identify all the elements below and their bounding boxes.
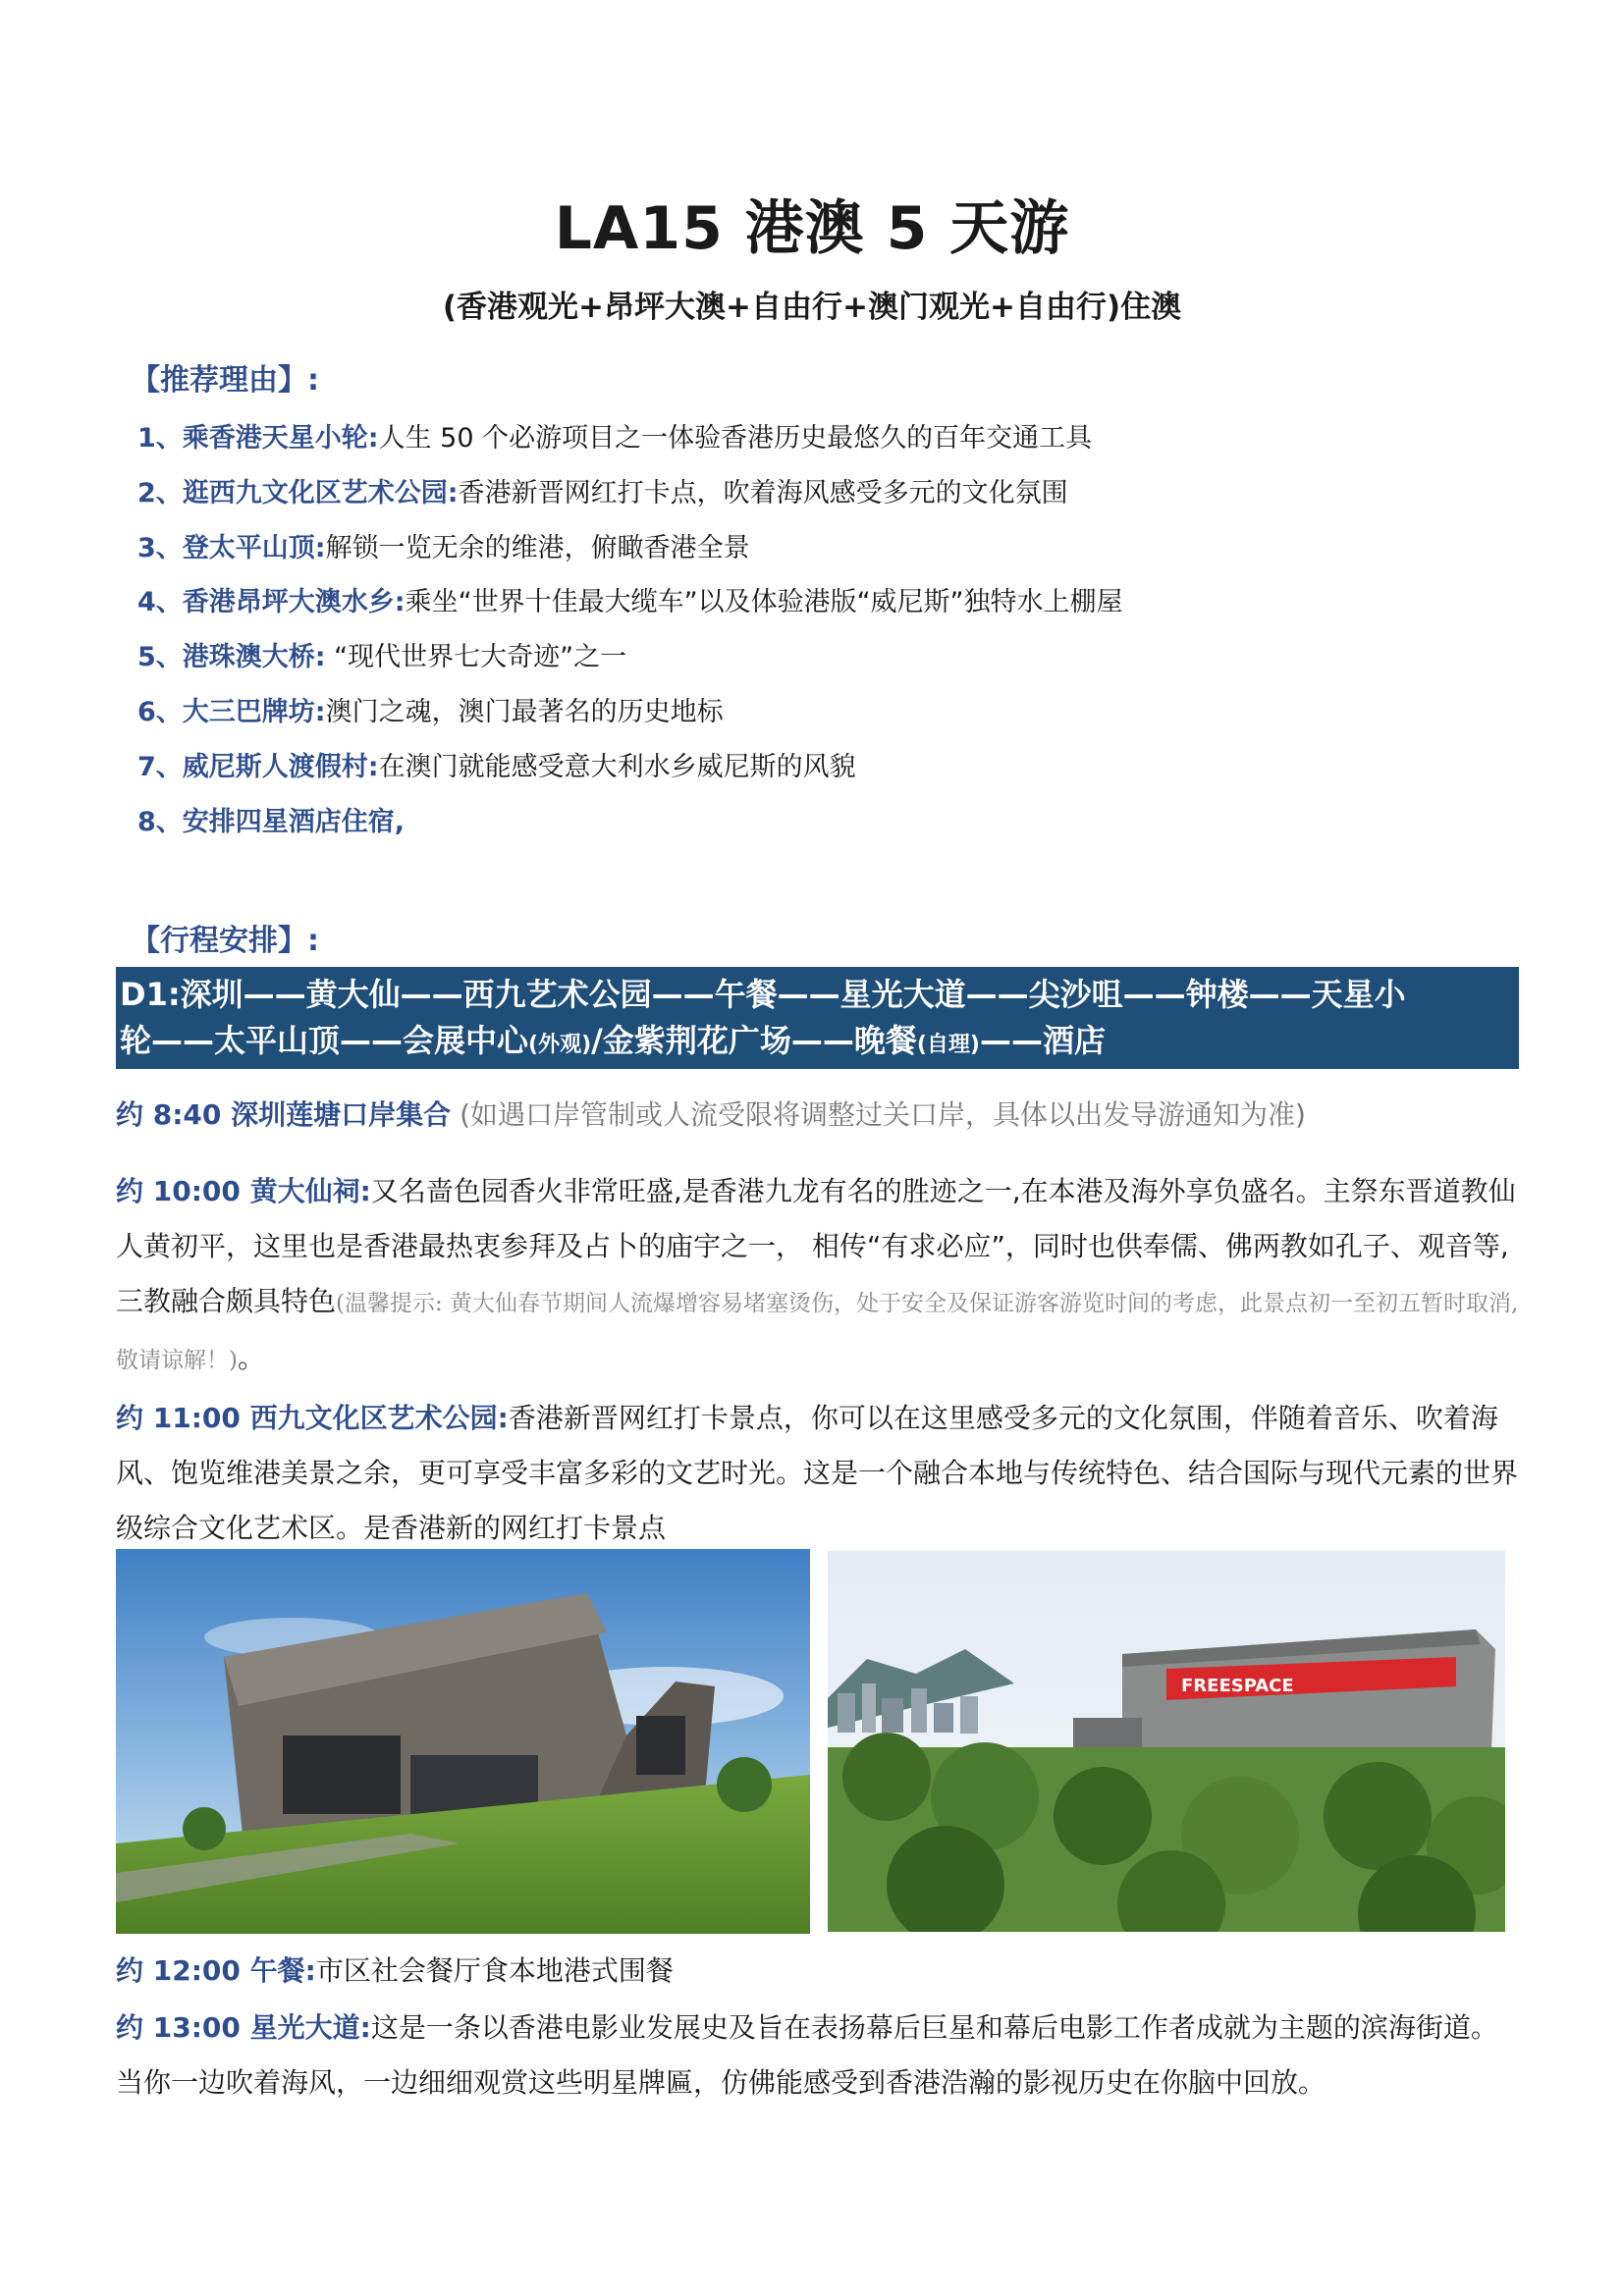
reason-item: 6、大三巴牌坊:澳门之魂，澳门最著名的历史地标 — [137, 697, 724, 727]
palace-museum-photo — [116, 1549, 810, 1934]
page-subtitle: (香港观光+昂坪大澳+自由行+澳门观光+自由行)住澳 — [442, 290, 1182, 325]
reason-item: 4、香港昂坪大澳水乡:乘坐“世界十佳最大缆车”以及体验港版“威尼斯”独特水上棚屋 — [137, 587, 1123, 617]
lunch-entry: 约 12:00 午餐:市区社会餐厅食本地港式围餐 — [116, 1954, 674, 1987]
day1-route-line1: D1:深圳——黄大仙——西九艺术公园——午餐——星光大道——尖沙咀——钟楼——天星小 — [120, 976, 1406, 1013]
wongtaisin-entry: 约 10:00 黄大仙祠:又名啬色园香火非常旺盛,是香港九龙有名的胜迹之一,在本港及海外享负盛名。主祭东晋道教仙人黄初平，这里也是香港最热衷参拜及占卜的庙宇之一， 相传“有求必应”，同时也供奉儒、佛两教如孔子、观音等,三教融合颇具特色(温馨提示: 黄大仙春节期间人流爆增容易堵塞烫伤，处于安全及保证游客游览时间的考虑，此景点初一至初五暂时取消,敬请谅解！)。 — [116, 1175, 1519, 1374]
gather-entry: 约 8:40 深圳莲塘口岸集合 (如遇口岸管制或人流受限将调整过关口岸，具体以出发导游通知为准) — [116, 1098, 1306, 1131]
page-title: LA15 港澳 5 天游 — [554, 194, 1070, 263]
freespace-sign: FREESPACE — [1181, 1676, 1294, 1696]
itinerary-heading: 【行程安排】: — [131, 924, 319, 958]
day1-banner — [116, 967, 1519, 1069]
reason-item: 7、威尼斯人渡假村:在澳门就能感受意大利水乡威尼斯的风貌 — [137, 752, 856, 782]
reason-item: 1、乘香港天星小轮:人生 50 个必游项目之一体验香港历史最悠久的百年交通工具 — [137, 423, 1093, 454]
reason-item: 8、安排四星酒店住宿, — [137, 807, 406, 837]
reason-item: 5、港珠澳大桥: “现代世界七大奇迹”之一 — [137, 642, 627, 672]
reason-item: 3、登太平山顶:解锁一览无余的维港，俯瞰香港全景 — [137, 533, 750, 563]
day1-route-line2: 轮——太平山顶——会展中心(外观)/金紫荆花广场——晚餐(自理)——酒店 — [120, 1022, 1106, 1059]
avenue-of-stars-entry: 约 13:00 星光大道:这是一条以香港电影业发展史及旨在表扬幕后巨星和幕后电影工作者成就为主题的滨海街道。当你一边吹着海风，一边细细观赏这些明星牌匾，仿佛能感受到香港浩瀚的影视历史在你脑中回放。 — [116, 2011, 1498, 2099]
westkowloon-entry: 约 11:00 西九文化区艺术公园:香港新晋网红打卡景点，你可以在这里感受多元的文化氛围，伴随着音乐、吹着海风、饱览维港美景之余，更可享受丰富多彩的文艺时光。这是一个融合本地与传统特色、结合国际与现代元素的世界级综合文化艺术区。是香港新的网红打卡景点 — [116, 1402, 1519, 1544]
reason-item: 2、逛西九文化区艺术公园:香港新晋网红打卡点，吹着海风感受多元的文化氛围 — [137, 478, 1068, 508]
reasons-heading: 【推荐理由】: — [131, 363, 319, 398]
freespace-photo — [828, 1551, 1505, 1932]
